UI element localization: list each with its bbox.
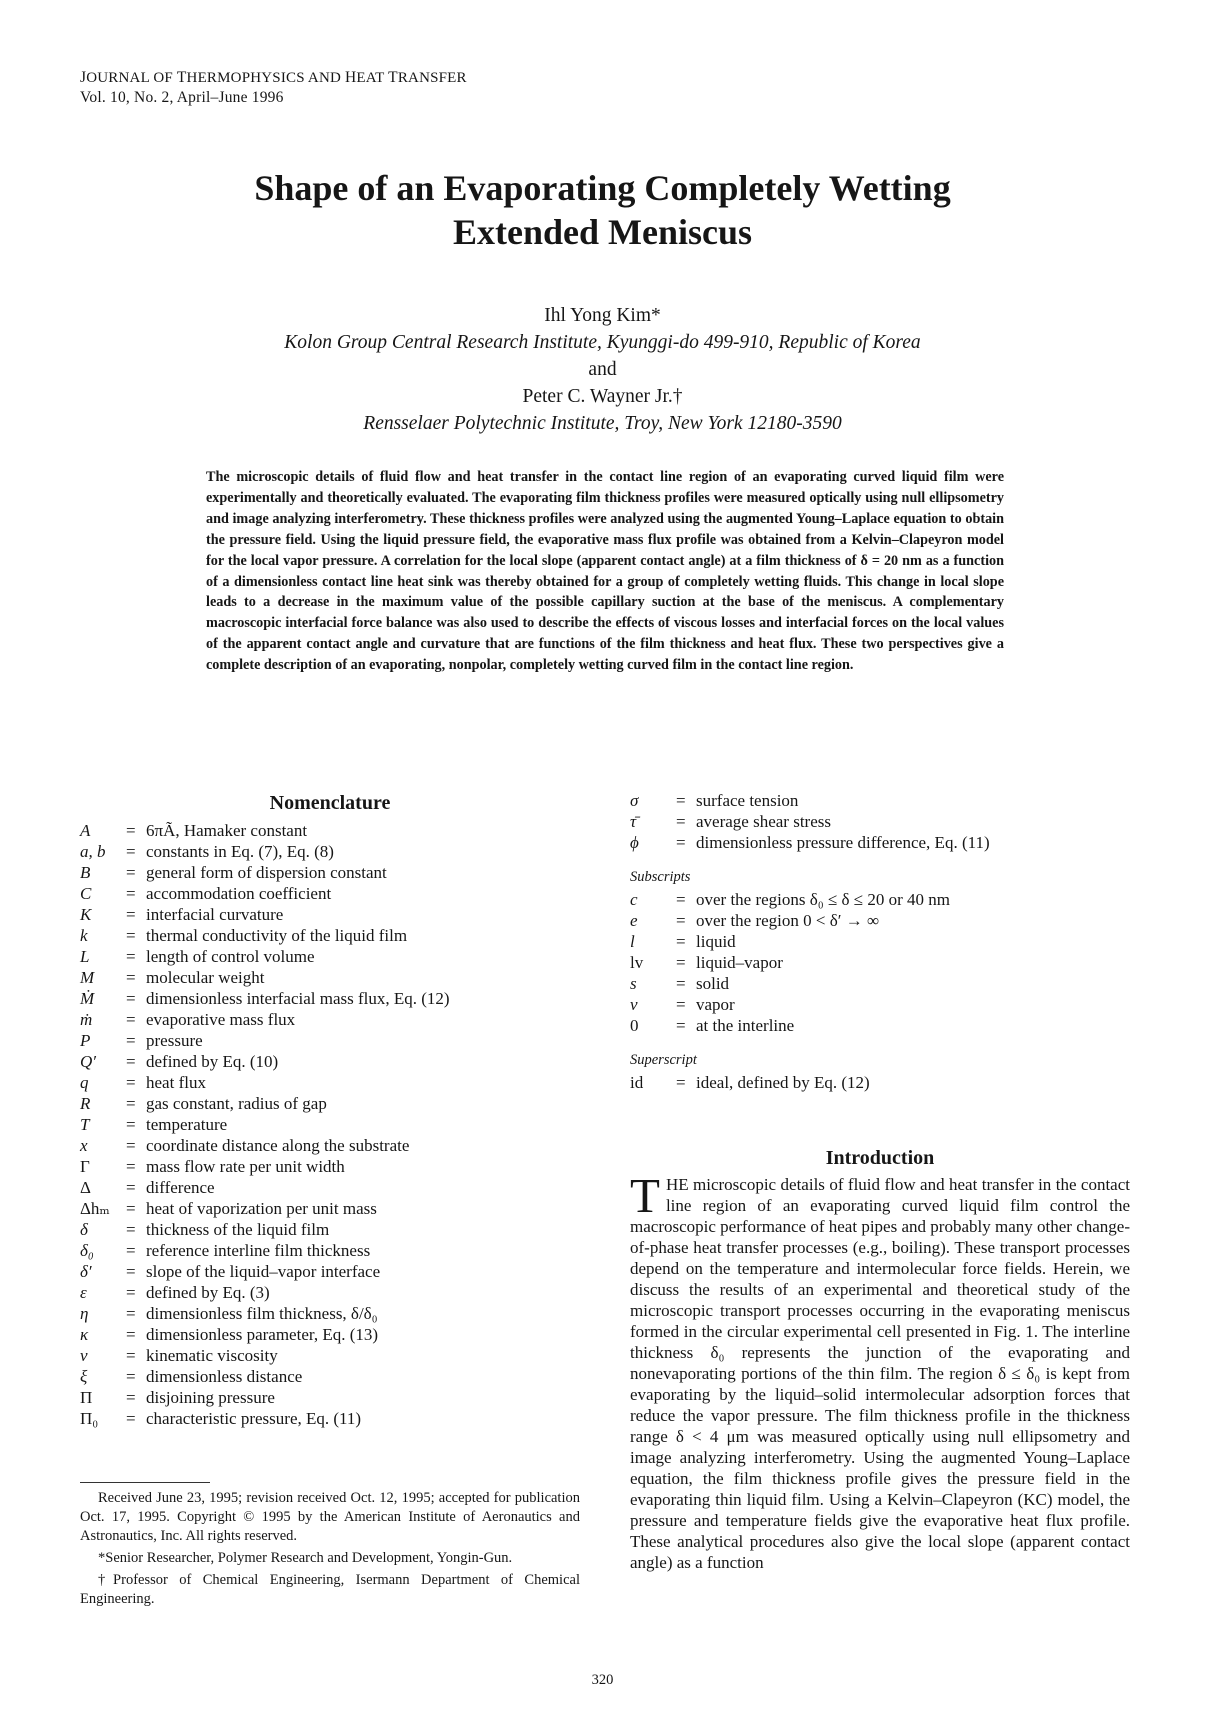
symbol: k <box>80 926 88 945</box>
journal-name: JOURNAL OF THERMOPHYSICS AND HEAT TRANSFER <box>80 69 467 86</box>
definition: dimensionless film thickness, δ/δ₀ <box>146 1304 378 1323</box>
equals-sign: = <box>126 1094 136 1113</box>
title-line-2: Extended Meniscus <box>452 212 753 252</box>
definition: temperature <box>146 1115 228 1134</box>
equals-sign: = <box>126 884 136 903</box>
equals-sign: = <box>676 1016 686 1035</box>
author-conjunction: and <box>588 359 617 380</box>
definition: evaporative mass flux <box>146 1010 296 1029</box>
equals-sign: = <box>126 989 136 1008</box>
nomenclature-row <box>80 883 580 904</box>
nomenclature-heading: Nomenclature <box>269 792 391 814</box>
equals-sign: = <box>126 1136 136 1155</box>
nomenclature-row <box>80 1009 580 1030</box>
definition: at the interline <box>696 1016 795 1035</box>
definition: heat of vaporization per unit mass <box>146 1199 377 1218</box>
footnote-received: Received June 23, 1995; revision received Oct. 12, 1995; accepted for publication Oct. 17, 1995. Copyright © 1995 by the American Institute of Aeronautics and Astronautics, Inc. All rights reserved. <box>80 1490 580 1544</box>
symbol: ṁ <box>80 1010 93 1029</box>
nomenclature-list <box>80 820 580 1429</box>
equals-sign: = <box>126 1304 136 1323</box>
subscript-row <box>630 910 1130 931</box>
definition: thermal conductivity of the liquid film <box>146 926 408 945</box>
equals-sign: = <box>126 1283 136 1302</box>
definition: accommodation coefficient <box>146 884 332 903</box>
nomenclature-row <box>80 1261 580 1282</box>
symbol: δ₀ <box>80 1241 94 1260</box>
symbol: Q′ <box>80 1052 96 1071</box>
superscript-heading: Superscript <box>630 1052 697 1068</box>
symbol: δ <box>80 1220 88 1239</box>
nomenclature-row <box>80 1072 580 1093</box>
author-block <box>0 302 1205 437</box>
definition: dimensionless parameter, Eq. (13) <box>146 1325 379 1344</box>
affiliation-1: Kolon Group Central Research Institute, Kyunggi-do 499-910, Republic of Korea <box>284 332 921 353</box>
definition: liquid <box>696 932 736 951</box>
nomenclature-row <box>80 904 580 925</box>
nomenclature-right-column <box>630 790 1130 1093</box>
footnote-rule <box>80 1482 210 1483</box>
symbol: Π <box>80 1388 93 1407</box>
nomenclature-row <box>80 946 580 967</box>
nomenclature-row <box>80 1345 580 1366</box>
symbol: a, b <box>80 842 106 861</box>
nomenclature-row <box>80 1240 580 1261</box>
nomenclature-row <box>80 1408 580 1429</box>
nomenclature-row <box>630 790 1130 811</box>
symbol: 0 <box>630 1016 639 1035</box>
subscript-row <box>630 931 1130 952</box>
definition: general form of dispersion constant <box>146 863 387 882</box>
symbol: ε <box>80 1283 87 1302</box>
equals-sign: = <box>126 1262 136 1281</box>
symbol: T <box>80 1115 90 1134</box>
author-1: Ihl Yong Kim* <box>544 305 661 326</box>
symbol: x <box>80 1136 88 1155</box>
introduction-heading: Introduction <box>825 1147 935 1169</box>
equals-sign: = <box>676 791 686 810</box>
nomenclature-row <box>80 1030 580 1051</box>
symbol: ν <box>80 1346 88 1365</box>
definition: reference interline film thickness <box>146 1241 371 1260</box>
nomenclature-row <box>80 1093 580 1114</box>
equals-sign: = <box>126 926 136 945</box>
equals-sign: = <box>126 1325 136 1344</box>
definition: mass flow rate per unit width <box>146 1157 345 1176</box>
symbol: Π₀ <box>80 1409 99 1428</box>
nomenclature-row <box>80 841 580 862</box>
equals-sign: = <box>676 995 686 1014</box>
equals-sign: = <box>126 1115 136 1134</box>
symbol: e <box>630 911 638 930</box>
definition: molecular weight <box>146 968 265 987</box>
nomenclature-row <box>80 1366 580 1387</box>
definition: dimensionless pressure difference, Eq. (11) <box>696 833 990 852</box>
equals-sign: = <box>676 953 686 972</box>
definition: solid <box>696 974 730 993</box>
symbol: l <box>630 932 635 951</box>
definition: characteristic pressure, Eq. (11) <box>146 1409 362 1428</box>
equals-sign: = <box>126 1178 136 1197</box>
definition: heat flux <box>146 1073 206 1092</box>
subscript-row <box>630 1015 1130 1036</box>
symbol: lv <box>630 953 644 972</box>
definition: dimensionless interfacial mass flux, Eq. (12) <box>146 989 450 1008</box>
definition: kinematic viscosity <box>146 1346 278 1365</box>
definition: disjoining pressure <box>146 1388 275 1407</box>
definition: thickness of the liquid film <box>146 1220 330 1239</box>
symbol: A <box>80 821 91 840</box>
definition: coordinate distance along the substrate <box>146 1136 410 1155</box>
definition: 6πÃ, Hamaker constant <box>146 821 308 840</box>
nomenclature-row <box>80 925 580 946</box>
symbol: B <box>80 863 91 882</box>
equals-sign: = <box>676 911 686 930</box>
subscripts-list <box>630 889 1130 1036</box>
definition: dimensionless distance <box>146 1367 303 1386</box>
introduction-body <box>630 1168 1130 1573</box>
definition: gas constant, radius of gap <box>146 1094 327 1113</box>
definition: length of control volume <box>146 947 315 966</box>
nomenclature-row <box>80 1387 580 1408</box>
equals-sign: = <box>676 1073 686 1092</box>
equals-sign: = <box>126 968 136 987</box>
equals-sign: = <box>126 863 136 882</box>
title-line-1: Shape of an Evaporating Completely Wetting <box>254 168 951 208</box>
symbol: τ̄ <box>630 812 637 831</box>
equals-sign: = <box>126 821 136 840</box>
equals-sign: = <box>126 1241 136 1260</box>
equals-sign: = <box>676 932 686 951</box>
footnotes <box>80 1482 580 1612</box>
definition: over the regions δ₀ ≤ δ ≤ 20 or 40 nm <box>696 890 951 909</box>
definition: ideal, defined by Eq. (12) <box>696 1073 870 1092</box>
affiliation-2: Rensselaer Polytechnic Institute, Troy, New York 12180-3590 <box>363 413 842 434</box>
nomenclature-row <box>80 1156 580 1177</box>
symbol: v <box>630 995 638 1014</box>
equals-sign: = <box>126 1052 136 1071</box>
symbol: σ <box>630 791 639 810</box>
definition: slope of the liquid–vapor interface <box>146 1262 381 1281</box>
definition: interfacial curvature <box>146 905 284 924</box>
equals-sign: = <box>126 1388 136 1407</box>
equals-sign: = <box>126 1010 136 1029</box>
nomenclature-row <box>80 1135 580 1156</box>
nomenclature-row <box>80 1051 580 1072</box>
subscripts-heading: Subscripts <box>630 869 691 885</box>
nomenclature-row <box>80 1219 580 1240</box>
equals-sign: = <box>126 1199 136 1218</box>
nomenclature-row <box>80 988 580 1009</box>
symbol: L <box>80 947 90 966</box>
nomenclature-row <box>630 811 1130 832</box>
equals-sign: = <box>126 1031 136 1050</box>
equals-sign: = <box>676 812 686 831</box>
equals-sign: = <box>126 1409 136 1428</box>
equals-sign: = <box>126 905 136 924</box>
symbol: s <box>630 974 637 993</box>
page-number: 320 <box>591 1672 614 1688</box>
equals-sign: = <box>126 1367 136 1386</box>
journal-header <box>80 68 467 108</box>
equals-sign: = <box>126 842 136 861</box>
symbol: Δ <box>80 1178 91 1197</box>
superscript-row <box>630 1072 1130 1093</box>
introduction-text: HE microscopic details of fluid flow and heat transfer in the contact line region of an evaporating curved liquid film control the macroscopic performance of heat pipes and probably many other change-of-phase heat transfer processes (e.g., boiling). These transport processes depend on the temperature and intermolecular force fields. Herein, we discuss the results of an experimental and theoretical study of the microscopic transport processes occurring in the evaporating meniscus formed in the circular experimental cell presented in Fig. 1. The interline thickness δ₀ represents the junction of the evaporating and nonevaporating portions of the thin film. The region δ ≤ δ₀ is kept from evaporating by the liquid–solid intermolecular adsorption forces that reduce the vapor pressure. The film thickness profile in the thickness range δ < 4 μm was measured optically using null ellipsometry and image analyzing interferometry. Using the augmented Young–Laplace equation, the film thickness profile gives the pressure field in the evaporating thin liquid film. Using a Kelvin–Clapeyron (KC) model, the pressure and temperature fields give the evaporative heat flux profile. These analytical procedures also give the local slope (apparent contact angle) as a function <box>630 1175 1130 1572</box>
equals-sign: = <box>676 974 686 993</box>
definition: surface tension <box>696 791 799 810</box>
symbol: Δhₘ <box>80 1199 110 1218</box>
paper-title <box>0 166 1205 254</box>
nomenclature-row <box>80 820 580 841</box>
definition: defined by Eq. (10) <box>146 1052 279 1071</box>
abstract: The microscopic details of fluid flow and heat transfer in the contact line region of an evaporating curved liquid film were experimentally and theoretically evaluated. The evaporating film thickness profiles were measured optically using null ellipsometry and image analyzing interferometry. These thickness profiles were analyzed using the augmented Young–Laplace equation to obtain the pressure field. Using the liquid pressure field, the evaporative mass flux profile was obtained from a Kelvin–Clapeyron model for the local vapor pressure. A correlation for the local slope (apparent contact angle) at a film thickness of δ = 20 nm as a function of a dimensionless contact line heat sink was thereby obtained for a group of completely wetting fluids. This change in local slope leads to a decrease in the maximum value of the possible capillary suction at the base of the meniscus. A complementary macroscopic interfacial force balance was also used to describe the effects of viscous losses and interfacial forces on the local values of the apparent contact angle and curvature that are functions of the film thickness and heat flux. These two perspectives give a complete description of an evaporating, nonpolar, completely wetting curved film in the contact line region. <box>206 469 1004 674</box>
symbol: q <box>80 1073 89 1092</box>
nomenclature-row <box>80 1324 580 1345</box>
symbol: Ṁ <box>80 989 95 1008</box>
symbol: id <box>630 1073 644 1092</box>
symbol: C <box>80 884 92 903</box>
author-2: Peter C. Wayner Jr.† <box>522 386 683 407</box>
nomenclature-row <box>80 967 580 988</box>
definition: vapor <box>696 995 735 1014</box>
definition: difference <box>146 1178 215 1197</box>
footnote-author-2: †Professor of Chemical Engineering, Isermann Department of Chemical Engineering. <box>80 1572 580 1607</box>
symbol: M <box>80 968 95 987</box>
definition: pressure <box>146 1031 203 1050</box>
definition: liquid–vapor <box>696 953 783 972</box>
definition: constants in Eq. (7), Eq. (8) <box>146 842 334 861</box>
equals-sign: = <box>126 947 136 966</box>
superscript-list <box>630 1072 1130 1093</box>
equals-sign: = <box>676 833 686 852</box>
equals-sign: = <box>676 890 686 909</box>
symbol: c <box>630 890 638 909</box>
footnote-author-1: *Senior Researcher, Polymer Research and Development, Yongin-Gun. <box>98 1550 513 1566</box>
definition: over the region 0 < δ′ → ∞ <box>696 911 880 930</box>
subscript-row <box>630 994 1130 1015</box>
drop-cap: T <box>630 1168 660 1223</box>
symbol: ξ <box>80 1367 88 1386</box>
symbol: κ <box>80 1325 89 1344</box>
symbol: P <box>80 1031 91 1050</box>
definition: defined by Eq. (3) <box>146 1283 270 1302</box>
journal-volume: Vol. 10, No. 2, April–June 1996 <box>80 89 284 106</box>
subscript-row <box>630 889 1130 910</box>
symbol: ϕ <box>630 833 639 852</box>
subscript-row <box>630 973 1130 994</box>
symbol: R <box>80 1094 91 1113</box>
definition: average shear stress <box>696 812 831 831</box>
symbol: δ′ <box>80 1262 92 1281</box>
nomenclature-row <box>630 832 1130 853</box>
nomenclature-row <box>80 1282 580 1303</box>
nomenclature-row <box>80 1177 580 1198</box>
equals-sign: = <box>126 1157 136 1176</box>
equals-sign: = <box>126 1073 136 1092</box>
equals-sign: = <box>126 1346 136 1365</box>
nomenclature-row <box>80 1114 580 1135</box>
nomenclature-list-continued <box>630 790 1130 853</box>
nomenclature-row <box>80 862 580 883</box>
symbol: K <box>80 905 92 924</box>
nomenclature-row <box>80 1303 580 1324</box>
nomenclature-left-column <box>80 790 580 1429</box>
equals-sign: = <box>126 1220 136 1239</box>
nomenclature-row <box>80 1198 580 1219</box>
symbol: Γ <box>80 1157 90 1176</box>
symbol: η <box>80 1304 89 1323</box>
subscript-row <box>630 952 1130 973</box>
